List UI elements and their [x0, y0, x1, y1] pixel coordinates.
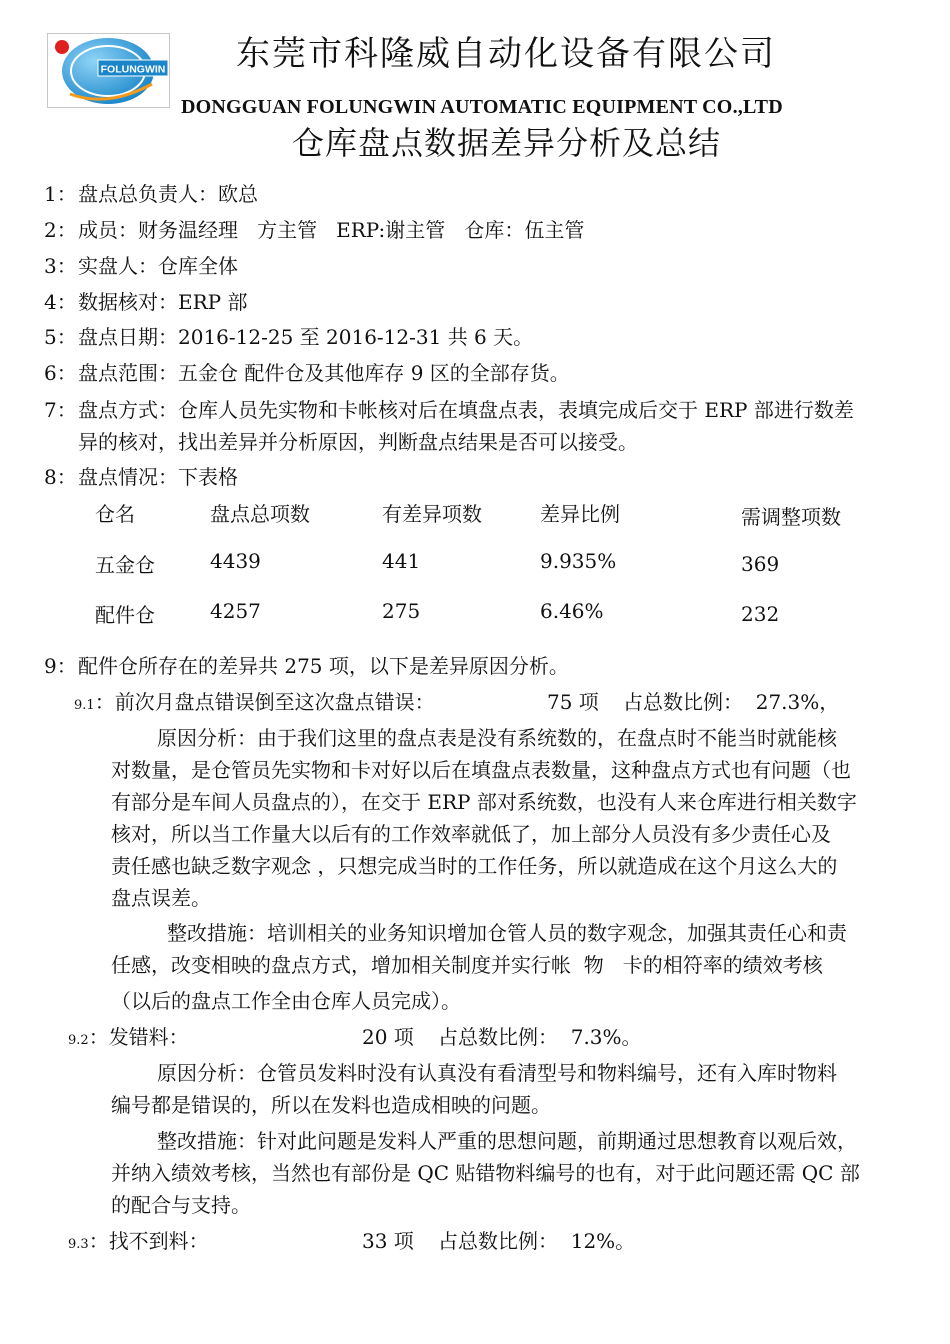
item-number: 9：	[44, 654, 77, 678]
item-text: 盘点范围：五金仓 配件仓及其他库存 9 区的全部存货。	[78, 361, 570, 385]
measures-line: 任感，改变相映的盘点方式，增加相关制度并实行帐 物 卡的相符率的绩效考核	[111, 953, 823, 977]
analysis-line: 核对，所以当工作量大以后有的工作效率就低了，加上部分人员没有多少责任心及	[111, 822, 831, 846]
item-text: 配件仓所存在的差异共 275 项，以下是差异原因分析。	[78, 654, 569, 678]
table-cell: 232	[741, 602, 780, 626]
subsection-colon: ：	[88, 1025, 109, 1049]
subsection-number: 9.1	[74, 698, 95, 713]
subsection-9-3-heading	[68, 1225, 209, 1254]
item-number: 8：	[44, 465, 77, 489]
item-number: 5：	[44, 325, 77, 349]
item-3	[44, 250, 238, 279]
subsection-colon: ：	[94, 690, 115, 714]
analysis-line: 盘点误差。	[111, 886, 211, 910]
item-2	[44, 214, 584, 243]
item-1	[44, 178, 258, 207]
item-8	[44, 461, 238, 490]
item-text: 盘点日期：2016-12-25 至 2016-12-31 共 6 天。	[78, 325, 534, 349]
subsection-ratio: 占总数比例： 7.3%。	[438, 1025, 642, 1049]
item-number: 6：	[44, 361, 77, 385]
subsection-count: 33 项	[362, 1229, 414, 1253]
subsection-number: 9.2	[68, 1033, 89, 1048]
table-cell: 6.46%	[540, 599, 604, 623]
table-cell: 配件仓	[95, 603, 155, 627]
table-cell: 五金仓	[95, 553, 155, 577]
table-cell: 9.935%	[540, 549, 617, 573]
analysis-line: 对数量，是仓管员先实物和卡对好以后在填盘点表数量，这种盘点方式也有问题（也	[111, 758, 851, 782]
folungwin-logo-graphic	[48, 34, 169, 107]
analysis-line: 原因分析：仓管员发料时没有认真没有看清型号和物料编号，还有入库时物料	[157, 1061, 837, 1085]
table-cell: 369	[741, 552, 780, 576]
measures-line: （以后的盘点工作全由仓库人员完成）。	[111, 989, 461, 1013]
item-6	[44, 357, 570, 386]
subsection-ratio: 占总数比例： 27.3%，	[623, 690, 840, 714]
table-header: 盘点总项数	[210, 502, 310, 526]
table-cell: 4257	[210, 599, 261, 623]
company-name-en: DONGGUAN FOLUNGWIN AUTOMATIC EQUIPMENT CO.,LTD	[181, 96, 783, 118]
subsection-title: 找不到料：	[108, 1229, 209, 1253]
subsection-colon: ：	[88, 1229, 109, 1253]
item-number: 2：	[44, 218, 77, 242]
item-text: 实盘人：仓库全体	[78, 254, 238, 278]
measures-line: 整改措施：培训相关的业务知识增加仓管人员的数字观念，加强其责任心和责	[167, 921, 847, 945]
table-header: 有差异项数	[382, 502, 482, 526]
subsection-count: 20 项	[362, 1025, 414, 1049]
item-number: 7：	[44, 398, 77, 422]
analysis-line: 有部分是车间人员盘点的），在交于 ERP 部对系统数，也没有人来仓库进行相关数字	[111, 790, 857, 814]
item-number: 4：	[44, 290, 77, 314]
analysis-line: 编号都是错误的，所以在发料也造成相映的问题。	[111, 1093, 551, 1117]
subsection-9-2-heading	[68, 1021, 189, 1050]
table-cell: 275	[382, 599, 421, 623]
item-7	[44, 394, 854, 423]
subsection-count: 75 项	[547, 690, 599, 714]
analysis-line: 责任感也缺乏数字观念 ，只想完成当时的工作任务，所以就造成在这个月这么大的	[111, 854, 838, 878]
logo-text: FOLUNGWIN	[100, 63, 166, 76]
item-text: 盘点情况：下表格	[78, 465, 238, 489]
document-title: 仓库盘点数据差异分析及总结	[292, 124, 722, 162]
measures-line: 并纳入绩效考核，当然也有部份是 QC 贴错物料编号的也有，对于此问题还需 QC 部	[111, 1161, 860, 1185]
table-cell: 4439	[210, 549, 261, 573]
subsection-number: 9.3	[68, 1237, 89, 1252]
subsection-title: 发错料：	[108, 1025, 189, 1049]
table-header: 需调整项数	[741, 505, 841, 529]
item-text-line1: 盘点方式：仓库人员先实物和卡帐核对后在填盘点表，表填完成后交于 ERP 部进行数差	[78, 398, 854, 422]
company-logo	[47, 33, 170, 108]
section-9	[44, 650, 569, 679]
subsection-title: 前次月盘点错误倒至这次盘点错误：	[114, 690, 435, 714]
item-text: 数据核对：ERP 部	[78, 290, 248, 314]
company-name-cn: 东莞市科隆威自动化设备有限公司	[236, 34, 776, 74]
item-text: 盘点总负责人：欧总	[78, 182, 258, 206]
item-5	[44, 321, 533, 350]
table-header: 差异比例	[540, 502, 620, 526]
subsection-ratio: 占总数比例： 12%。	[438, 1229, 636, 1253]
subsection-9-1-heading	[74, 686, 435, 715]
table-header: 仓名	[95, 502, 135, 526]
analysis-line: 原因分析：由于我们这里的盘点表是没有系统数的，在盘点时不能当时就能核	[157, 726, 837, 750]
measures-line: 的配合与支持。	[111, 1193, 251, 1217]
item-number: 3：	[44, 254, 77, 278]
item-7-continued: 异的核对，找出差异并分析原因，判断盘点结果是否可以接受。	[78, 430, 638, 454]
item-number: 1：	[44, 182, 77, 206]
item-text: 成员：财务温经理 方主管 ERP:谢主管 仓库：伍主管	[78, 218, 585, 242]
measures-line: 整改措施：针对此问题是发料人严重的思想问题，前期通过思想教育以观后效，	[157, 1129, 857, 1153]
table-cell: 441	[382, 549, 421, 573]
item-4	[44, 286, 247, 315]
